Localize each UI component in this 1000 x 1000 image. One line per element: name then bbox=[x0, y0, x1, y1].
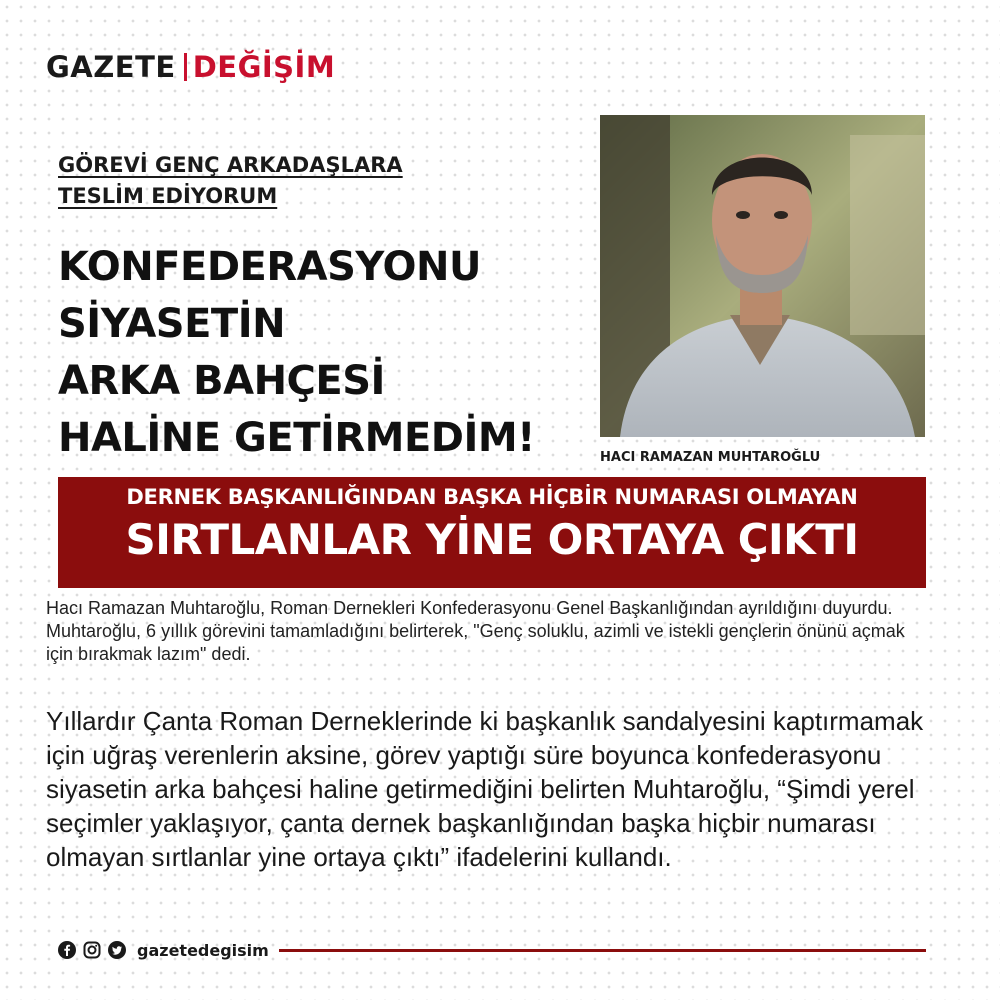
brand-name-left: GAZETE bbox=[46, 50, 176, 84]
social-handle[interactable]: gazetedegisim bbox=[137, 940, 269, 960]
brand-name-right: DEĞİŞİM bbox=[192, 50, 336, 84]
photo-caption: HACI RAMAZAN MUHTAROĞLU bbox=[600, 450, 821, 465]
portrait-photo bbox=[600, 115, 925, 437]
banner-line-2: SIRTLANLAR YİNE ORTAYA ÇIKTI bbox=[125, 515, 859, 564]
footer-divider bbox=[279, 949, 926, 952]
kicker-line-2: TESLİM EDİYORUM bbox=[58, 184, 278, 208]
headline-line-3: ARKA BAHÇESİ bbox=[58, 358, 385, 404]
footer bbox=[58, 938, 926, 962]
kicker-line-1: GÖREVİ GENÇ ARKADAŞLARA bbox=[58, 153, 403, 177]
headline bbox=[58, 239, 598, 467]
brand-separator bbox=[184, 53, 187, 81]
facebook-icon[interactable] bbox=[58, 941, 76, 959]
instagram-icon[interactable] bbox=[83, 941, 101, 959]
twitter-icon[interactable] bbox=[108, 941, 126, 959]
red-banner bbox=[58, 477, 926, 588]
brand-logo bbox=[46, 50, 335, 84]
body-paragraph: Yıllardır Çanta Roman Derneklerinde ki başkanlık sandalyesini kaptırmamak için uğraş verenlerin aksine, görev yaptığı süre boyunca konfederasyonu siyasetin arka bahçesi haline getirmediğini belirten Muhtaroğlu, “Şimdi yerel seçimler yaklaşıyor, çanta dernek başkanlığından başka hiçbir numarası olmayan sırtlanlar yine ortaya çıktı” ifadelerini kullandı. bbox=[46, 706, 924, 872]
headline-line-1: KONFEDERASYONU bbox=[58, 244, 481, 290]
kicker bbox=[58, 150, 498, 212]
intro-paragraph: Hacı Ramazan Muhtaroğlu, Roman Dernekleri Konfederasyonu Genel Başkanlığından ayrıldığını duyurdu. Muhtaroğlu, 6 yıllık görevini tamamladığını belirterek, "Genç soluklu, azimli ve istekli gençlerin önünü açmak için bırakmak lazım" dedi. bbox=[46, 598, 905, 664]
headline-line-2: SİYASETİN bbox=[58, 301, 286, 347]
headline-line-4: HALİNE GETİRMEDİM! bbox=[58, 415, 535, 461]
banner-line-1: DERNEK BAŞKANLIĞINDAN BAŞKA HİÇBİR NUMARASI OLMAYAN bbox=[126, 485, 858, 509]
